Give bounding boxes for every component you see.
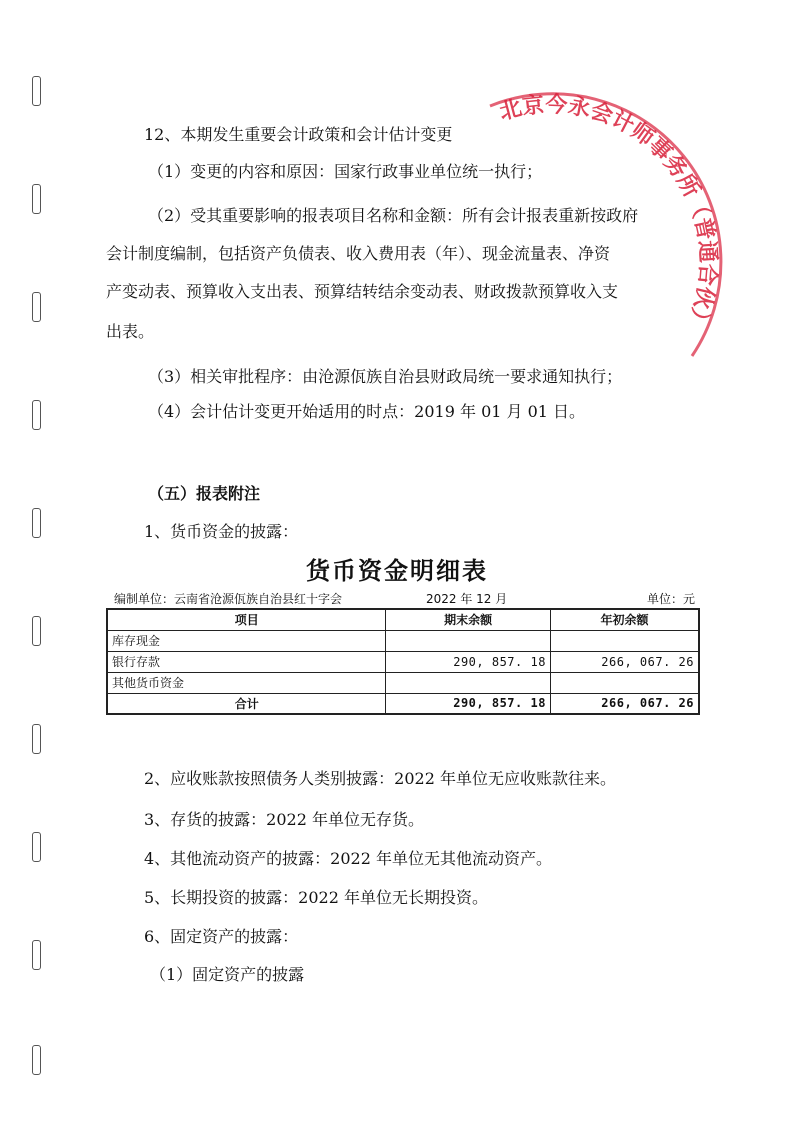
binding-hole bbox=[32, 508, 41, 538]
binding-hole bbox=[32, 76, 41, 106]
section-12-item-1: （1）变更的内容和原因：国家行政事业单位统一执行； bbox=[148, 162, 543, 181]
disclosure-3: 3、存货的披露：2022 年单位无存货。 bbox=[144, 810, 424, 829]
binding-hole bbox=[32, 940, 41, 970]
table-row bbox=[107, 672, 699, 693]
row-start-balance bbox=[550, 630, 699, 651]
disclosure-6-sub-1: （1）固定资产的披露 bbox=[150, 965, 305, 984]
table-header-row bbox=[107, 609, 699, 630]
section-12-item-3: （3）相关审批程序：由沧源佤族自治县财政局统一要求通知执行； bbox=[148, 367, 623, 386]
disclosure-2: 2、应收账款按照债务人类别披露：2022 年单位无应收账款往来。 bbox=[144, 769, 616, 788]
table-period: 2022 年 12 月 bbox=[426, 592, 508, 606]
row-start-balance: 266, 067. 26 bbox=[550, 651, 699, 672]
total-start-balance: 266, 067. 26 bbox=[550, 693, 699, 714]
section-5-sub-1: 1、货币资金的披露： bbox=[144, 522, 299, 541]
header-end-balance: 期末余额 bbox=[386, 609, 550, 630]
section-12-item-4: （4）会计估计变更开始适用的时点：2019 年 01 月 01 日。 bbox=[148, 402, 586, 421]
binding-hole bbox=[32, 184, 41, 214]
binding-hole bbox=[32, 1045, 41, 1075]
seal-text: 北京今永会计师事务所（普通合伙） bbox=[496, 92, 721, 335]
row-item: 银行存款 bbox=[107, 651, 386, 672]
binding-hole bbox=[32, 400, 41, 430]
section-12-item-2-line-1: （2）受其重要影响的报表项目名称和金额：所有会计报表重新按政府 bbox=[148, 206, 639, 225]
total-end-balance: 290, 857. 18 bbox=[386, 693, 550, 714]
section-12-item-2-line-4: 出表。 bbox=[106, 322, 155, 341]
table-unit-label: 编制单位：云南省沧源佤族自治县红十字会 bbox=[114, 592, 343, 606]
row-item: 其他货币资金 bbox=[107, 672, 386, 693]
section-12-heading: 12、本期发生重要会计政策和会计估计变更 bbox=[144, 125, 453, 144]
binding-hole bbox=[32, 616, 41, 646]
disclosure-6: 6、固定资产的披露： bbox=[144, 927, 299, 946]
total-label: 合计 bbox=[107, 693, 386, 714]
table-total-row bbox=[107, 693, 699, 714]
binding-hole bbox=[32, 724, 41, 754]
row-end-balance: 290, 857. 18 bbox=[386, 651, 550, 672]
row-end-balance bbox=[386, 630, 550, 651]
disclosure-4: 4、其他流动资产的披露：2022 年单位无其他流动资产。 bbox=[144, 849, 552, 868]
header-start-balance: 年初余额 bbox=[550, 609, 699, 630]
table-currency: 单位：元 bbox=[647, 592, 696, 606]
header-item: 项目 bbox=[107, 609, 386, 630]
row-start-balance bbox=[550, 672, 699, 693]
row-item: 库存现金 bbox=[107, 630, 386, 651]
row-end-balance bbox=[386, 672, 550, 693]
section-12-item-2-line-2: 会计制度编制，包括资产负债表、收入费用表（年）、现金流量表、净资 bbox=[106, 244, 611, 263]
section-12-item-2-line-3: 产变动表、预算收入支出表、预算结转结余变动表、财政拨款预算收入支 bbox=[106, 282, 619, 301]
table-row bbox=[107, 651, 699, 672]
disclosure-5: 5、长期投资的披露：2022 年单位无长期投资。 bbox=[144, 888, 488, 907]
binding-hole bbox=[32, 292, 41, 322]
cash-detail-table bbox=[106, 608, 700, 715]
binding-hole bbox=[32, 832, 41, 862]
table-row bbox=[107, 630, 699, 651]
section-5-heading: （五）报表附注 bbox=[148, 484, 261, 503]
table-title: 货币资金明细表 bbox=[306, 557, 488, 585]
